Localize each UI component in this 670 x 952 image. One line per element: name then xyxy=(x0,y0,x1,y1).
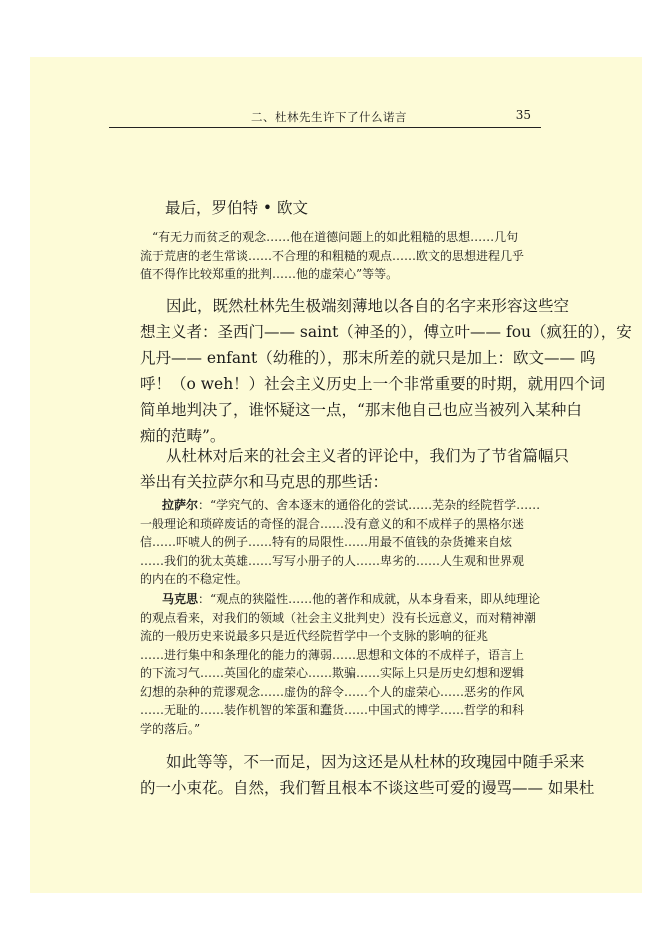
section-heading: 最后，罗伯特 • 欧文 xyxy=(165,199,308,217)
header-title: 二、杜林先生许下了什么诺言 xyxy=(251,110,407,124)
quote-line: 一般理论和琐碎废话的奇怪的混合……没有意义的和不成样子的黑格尔迷 xyxy=(140,516,525,531)
paragraph-later-socialists xyxy=(140,443,569,495)
quote-line: ……进行集中和条理化的能力的薄弱……思想和文体的不成样子，语言上 xyxy=(140,647,525,662)
quote-lassalle xyxy=(140,496,540,589)
page-number: 35 xyxy=(515,108,531,122)
running-header xyxy=(109,105,541,128)
paragraph-utopians xyxy=(140,293,632,449)
paragraph-line: 从杜林对后来的社会主义者的评论中，我们为了节省篇幅只 xyxy=(166,447,570,465)
quote-line: “有无力而贫乏的观念……他在道德问题上的如此粗糙的思想……几句 xyxy=(152,230,519,244)
quote-line: ：“观点的狭隘性……他的著作和成就，从本身看来，即从纯理论 xyxy=(198,592,541,606)
quote-marx xyxy=(140,590,540,738)
quote-line: ：“学究气的、舍本逐末的通俗化的尝试……芜杂的经院哲学…… xyxy=(198,498,541,512)
paragraph-line: 因此，既然杜林先生极端刻薄地以各自的名字来形容这些空 xyxy=(166,297,570,315)
quote-line: 流于荒唐的老生常谈……不合理的和粗糙的观点……欧文的思想进程几乎 xyxy=(140,248,525,263)
lassalle-label: 拉萨尔 xyxy=(162,498,199,512)
quote-line: 学的落后。” xyxy=(140,721,201,736)
paragraph-line: 的一小束花。自然，我们暂且根本不谈这些可爱的谩骂—— 如果杜 xyxy=(140,779,595,797)
quote-line: 的观点看来，对我们的领域（社会主义批判史）没有长远意义，而对精神潮 xyxy=(140,610,537,625)
quote-line: 幻想的杂种的荒谬观念……虚伪的辞令……个人的虚荣心……恶劣的作风 xyxy=(140,684,525,699)
marx-label: 马克思 xyxy=(162,592,199,606)
quote-line: 值不得作比较郑重的批判……他的虚荣心”等等。 xyxy=(140,267,399,281)
paragraph-line: 凡丹—— enfant（幼稚的），那末所差的就只是加上：欧文—— 呜 xyxy=(140,349,596,367)
quote-line: ……我们的犹太英雄……写写小册子的人……卑劣的……人生观和世界观 xyxy=(140,553,525,568)
quote-line: 的下流习气……英国化的虚荣心……欺骗……实际上只是历史幻想和逻辑 xyxy=(140,666,525,680)
paragraph-line: 想主义者：圣西门—— saint（神圣的），傅立叶—— fou（疯狂的），安 xyxy=(140,323,632,341)
paragraph-line: 如此等等，不一而足，因为这还是从杜林的玫瑰园中随手采来 xyxy=(166,753,585,771)
paragraph-rose-garden xyxy=(140,749,594,801)
quote-line: ……无耻的……装作机智的笨蛋和蠢货……中国式的博学……哲学的和科 xyxy=(140,703,525,717)
quote-owen xyxy=(140,228,524,284)
quote-line: 信……吓唬人的例子……特有的局限性……用最不值钱的杂货摊来自炫 xyxy=(140,535,513,549)
paragraph-line: 简单地判决了，谁怀疑这一点，“那末他自己也应当被列入某种白 xyxy=(140,401,582,419)
quote-line: 的内在的不稳定性。 xyxy=(140,572,249,586)
paragraph-line: 举出有关拉萨尔和马克思的那些话： xyxy=(140,473,389,491)
quote-line: 流的一般历史来说最多只是近代经院哲学中一个支脉的影响的征兆 xyxy=(140,629,489,643)
paragraph-line: 呼！（o weh！）社会主义历史上一个非常重要的时期，就用四个词 xyxy=(140,375,606,393)
paragraph-line: 痴的范畴”。 xyxy=(140,427,226,445)
